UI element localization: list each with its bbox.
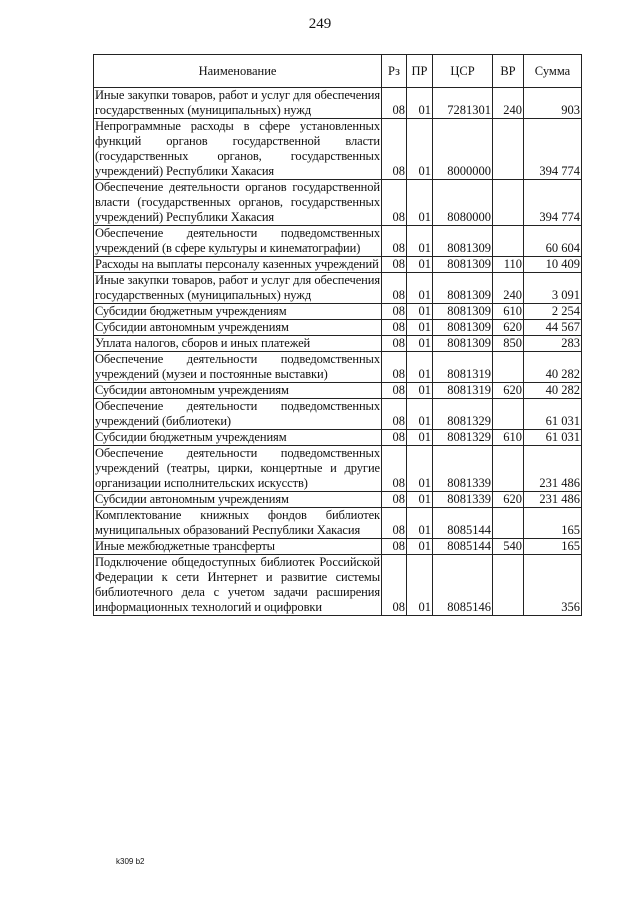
row-sum: 165 [524, 539, 582, 555]
table-row [94, 320, 582, 336]
table-row [94, 539, 582, 555]
row-sum: 903 [524, 88, 582, 119]
table-row [94, 257, 582, 273]
row-pr: 01 [407, 492, 433, 508]
row-csr: 8081309 [433, 226, 493, 257]
row-vr [493, 446, 524, 492]
row-pr: 01 [407, 508, 433, 539]
table-row [94, 88, 582, 119]
row-name: Иные межбюджетные трансферты [94, 539, 382, 555]
row-csr: 8081309 [433, 336, 493, 352]
header-sum: Сумма [524, 55, 582, 88]
row-sum: 3 091 [524, 273, 582, 304]
row-pr: 01 [407, 352, 433, 383]
row-pr: 01 [407, 383, 433, 399]
table-row [94, 555, 582, 616]
row-name: Обеспечение деятельности органов государственной власти (государственных органов, государственных учреждений) Республики Хакасия [95, 180, 380, 224]
table-row [94, 273, 582, 304]
row-vr [493, 352, 524, 383]
row-vr [493, 226, 524, 257]
table-row [94, 119, 582, 180]
row-pr: 01 [407, 446, 433, 492]
row-sum: 10 409 [524, 257, 582, 273]
row-name: Иные закупки товаров, работ и услуг для обеспечения государственных (муниципальных) нужд [95, 273, 380, 302]
row-name: Субсидии автономным учреждениям [94, 320, 382, 336]
row-sum: 44 567 [524, 320, 582, 336]
row-rz: 08 [382, 304, 407, 320]
row-csr: 8081309 [433, 257, 493, 273]
row-vr: 610 [493, 304, 524, 320]
table-row [94, 336, 582, 352]
row-vr [493, 399, 524, 430]
row-name: Расходы на выплаты персоналу казенных учреждений [94, 257, 382, 273]
row-rz: 08 [382, 226, 407, 257]
row-vr: 110 [493, 257, 524, 273]
row-vr: 620 [493, 383, 524, 399]
row-csr: 8000000 [433, 119, 493, 180]
row-name: Иные закупки товаров, работ и услуг для обеспечения государственных (муниципальных) нужд [95, 88, 380, 117]
table-row [94, 446, 582, 492]
row-name: Субсидии автономным учреждениям [94, 383, 382, 399]
row-rz: 08 [382, 273, 407, 304]
row-sum: 394 774 [524, 119, 582, 180]
row-name: Подключение общедоступных библиотек Российской Федерации к сети Интернет и развитие системы библиотечного дела с учетом задачи расширения информационных технологий и оцифровки [95, 555, 380, 614]
row-csr: 8081309 [433, 320, 493, 336]
row-sum: 61 031 [524, 399, 582, 430]
row-rz: 08 [382, 492, 407, 508]
row-name: Обеспечение деятельности подведомственных учреждений (музеи и постоянные выставки) [95, 352, 380, 381]
row-name: Уплата налогов, сборов и иных платежей [94, 336, 382, 352]
row-name: Непрограммные расходы в сфере установленных функций органов государственной власти (государственных органов, государственных учреждений) Республики Хакасия [95, 119, 380, 178]
row-vr: 540 [493, 539, 524, 555]
table-row [94, 399, 582, 430]
row-vr [493, 555, 524, 616]
header-rz: Рз [382, 55, 407, 88]
row-rz: 08 [382, 508, 407, 539]
row-vr [493, 508, 524, 539]
table-row [94, 508, 582, 539]
row-name: Обеспечение деятельности подведомственных учреждений (в сфере культуры и кинематографии) [95, 226, 380, 255]
row-pr: 01 [407, 257, 433, 273]
row-rz: 08 [382, 320, 407, 336]
row-name: Обеспечение деятельности подведомственных учреждений (театры, цирки, концертные и другие организации исполнительских искусств) [95, 446, 380, 490]
row-rz: 08 [382, 336, 407, 352]
row-pr: 01 [407, 119, 433, 180]
row-rz: 08 [382, 119, 407, 180]
row-sum: 356 [524, 555, 582, 616]
row-vr [493, 180, 524, 226]
table-row [94, 383, 582, 399]
row-sum: 2 254 [524, 304, 582, 320]
row-pr: 01 [407, 555, 433, 616]
row-vr: 610 [493, 430, 524, 446]
table-row [94, 226, 582, 257]
row-pr: 01 [407, 226, 433, 257]
row-vr: 850 [493, 336, 524, 352]
row-csr: 8081339 [433, 492, 493, 508]
header-pr: ПР [407, 55, 433, 88]
row-rz: 08 [382, 88, 407, 119]
table-row [94, 304, 582, 320]
row-rz: 08 [382, 383, 407, 399]
row-sum: 40 282 [524, 352, 582, 383]
row-pr: 01 [407, 273, 433, 304]
row-name: Субсидии бюджетным учреждениям [94, 430, 382, 446]
row-sum: 61 031 [524, 430, 582, 446]
row-name: Субсидии автономным учреждениям [94, 492, 382, 508]
row-csr: 8081319 [433, 352, 493, 383]
row-csr: 8081329 [433, 399, 493, 430]
row-rz: 08 [382, 555, 407, 616]
row-csr: 8081309 [433, 304, 493, 320]
table-row [94, 430, 582, 446]
row-rz: 08 [382, 180, 407, 226]
row-csr: 8081309 [433, 273, 493, 304]
row-name: Субсидии бюджетным учреждениям [94, 304, 382, 320]
header-name: Наименование [94, 55, 382, 88]
budget-table [93, 54, 582, 616]
row-rz: 08 [382, 446, 407, 492]
row-name: Обеспечение деятельности подведомственных учреждений (библиотеки) [95, 399, 380, 428]
row-csr: 7281301 [433, 88, 493, 119]
row-sum: 283 [524, 336, 582, 352]
row-pr: 01 [407, 430, 433, 446]
header-vr: ВР [493, 55, 524, 88]
row-vr: 620 [493, 320, 524, 336]
row-sum: 165 [524, 508, 582, 539]
row-csr: 8081329 [433, 430, 493, 446]
row-vr: 240 [493, 88, 524, 119]
row-sum: 231 486 [524, 446, 582, 492]
footer-code: k309 b2 [116, 857, 145, 866]
header-csr: ЦСР [433, 55, 493, 88]
row-pr: 01 [407, 336, 433, 352]
row-pr: 01 [407, 320, 433, 336]
row-rz: 08 [382, 430, 407, 446]
row-rz: 08 [382, 399, 407, 430]
row-pr: 01 [407, 399, 433, 430]
row-pr: 01 [407, 88, 433, 119]
row-pr: 01 [407, 539, 433, 555]
table-row [94, 352, 582, 383]
row-csr: 8080000 [433, 180, 493, 226]
row-rz: 08 [382, 539, 407, 555]
row-pr: 01 [407, 304, 433, 320]
table-row [94, 492, 582, 508]
row-vr: 620 [493, 492, 524, 508]
table-header-row [94, 55, 582, 88]
table-row [94, 180, 582, 226]
row-sum: 40 282 [524, 383, 582, 399]
row-sum: 60 604 [524, 226, 582, 257]
row-sum: 231 486 [524, 492, 582, 508]
row-rz: 08 [382, 257, 407, 273]
row-sum: 394 774 [524, 180, 582, 226]
row-rz: 08 [382, 352, 407, 383]
row-csr: 8081339 [433, 446, 493, 492]
row-pr: 01 [407, 180, 433, 226]
row-csr: 8085146 [433, 555, 493, 616]
row-name: Комплектование книжных фондов библиотек муниципальных образований Республики Хакасия [95, 508, 380, 537]
row-csr: 8081319 [433, 383, 493, 399]
row-vr [493, 119, 524, 180]
page-number: 249 [308, 16, 332, 32]
row-csr: 8085144 [433, 508, 493, 539]
row-csr: 8085144 [433, 539, 493, 555]
row-vr: 240 [493, 273, 524, 304]
